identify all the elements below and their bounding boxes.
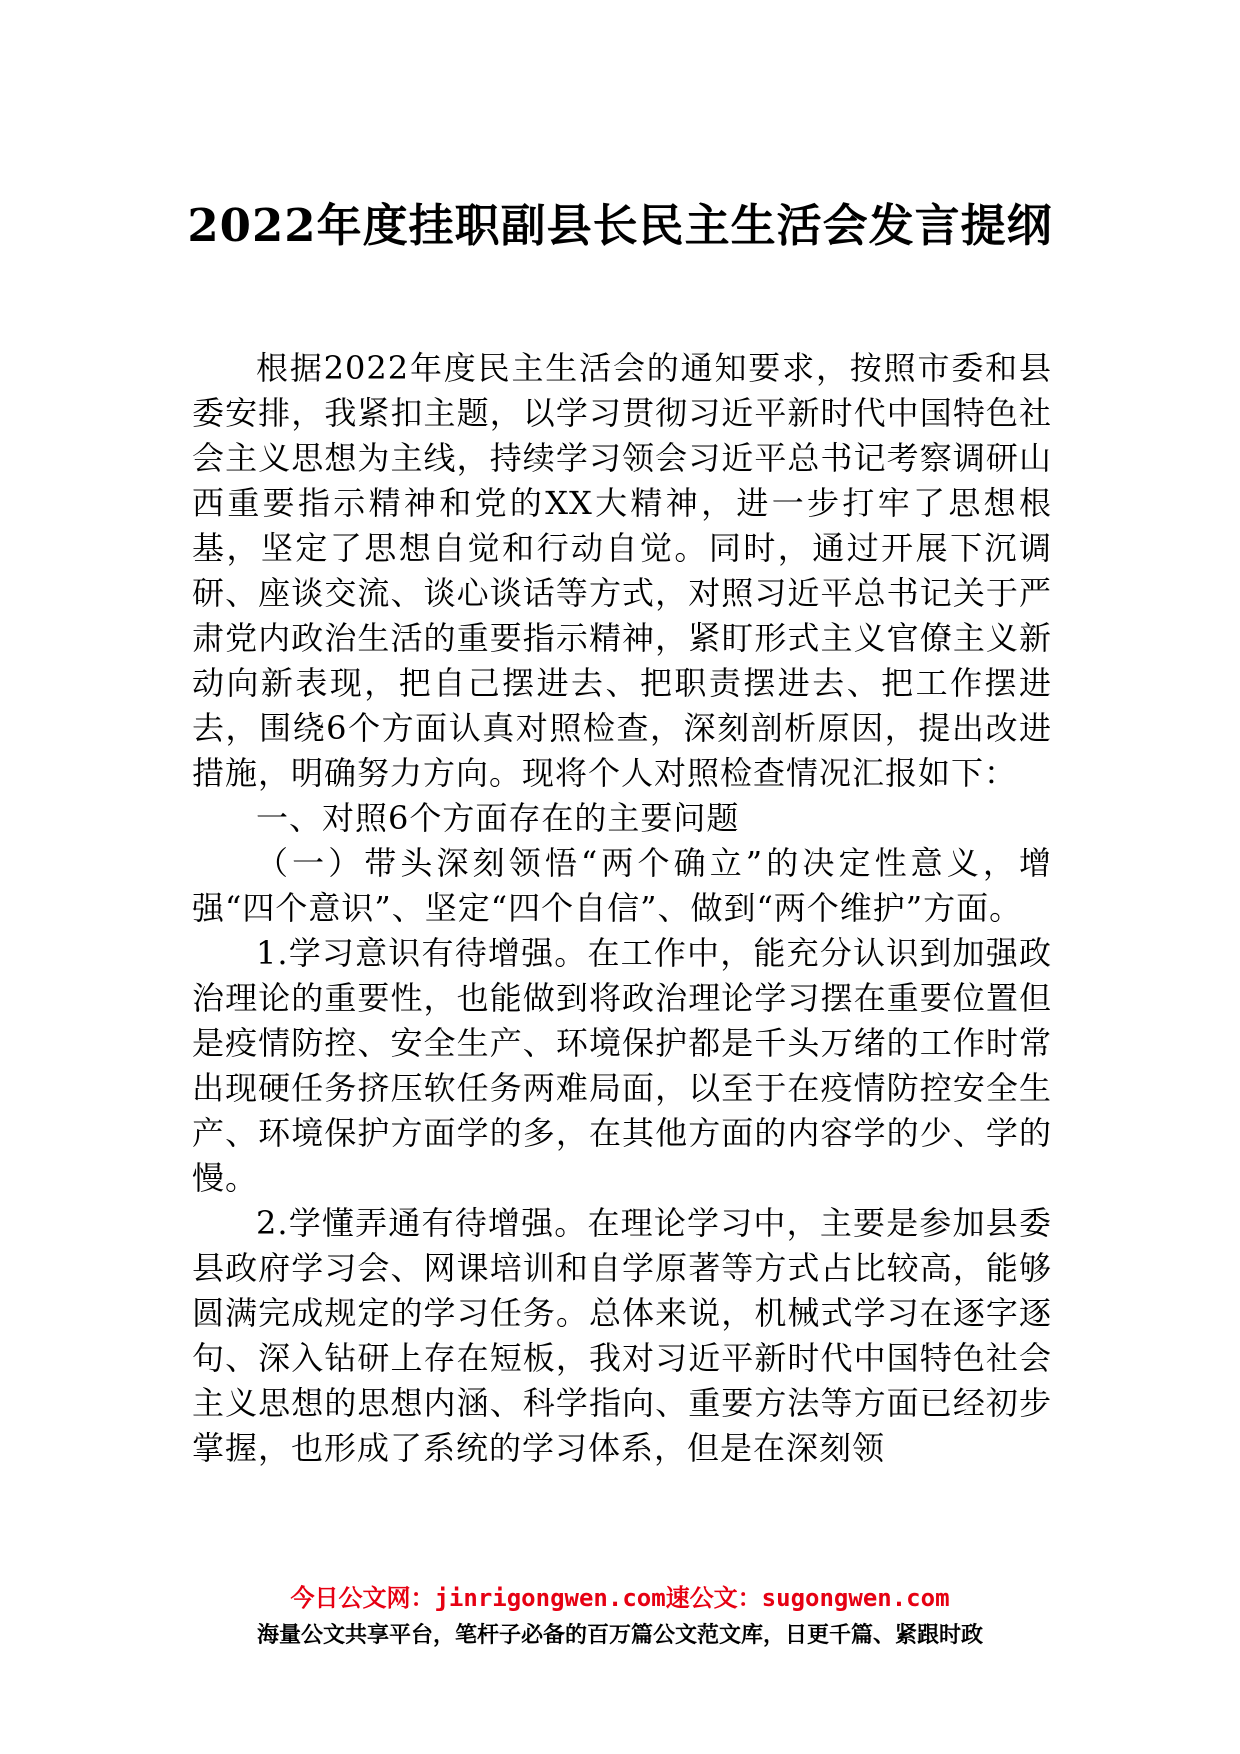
footer-banner: [0, 1580, 1240, 1656]
item-2-paragraph: 2.学懂弄通有待增强。在理论学习中，主要是参加县委县政府学习会、网课培训和自学原著等方式占比较高，能够圆满完成规定的学习任务。总体来说，机械式学习在逐字逐句、深入钻研上存在短板，我对习近平新时代中国特色社会主义思想的思想内涵、科学指向、重要方法等方面已经初步掌握，也形成了系统的学习体系，但是在深刻领: [192, 1204, 1052, 1467]
section-heading: 一、对照6个方面存在的主要问题: [256, 799, 740, 837]
site1-link[interactable]: jinrigongwen.com: [434, 1584, 666, 1612]
item-1-paragraph: 1.学习意识有待增强。在工作中，能充分认识到加强政治理论的重要性，也能做到将政治理论学习摆在重要位置但是疫情防控、安全生产、环境保护都是千头万绪的工作时常出现硬任务挤压软任务两难局面，以至于在疫情防控安全生产、环境保护方面学的多，在其他方面的内容学的少、学的慢。: [192, 934, 1052, 1197]
site2-name: 速公文：: [665, 1584, 762, 1612]
document-body: [192, 346, 1052, 1471]
document-title: 2022年度挂职副县长民主生活会发言提纲: [187, 199, 1053, 252]
site2-link[interactable]: sugongwen.com: [761, 1584, 950, 1612]
footer-slogan: 海量公文共享平台，笔杆子必备的百万篇公文范文库，日更千篇、紧跟时政: [256, 1623, 983, 1648]
subsection-heading: （一）带头深刻领悟“两个确立”的决定性意义，增强“四个意识”、坚定“四个自信”、做到“两个维护”方面。: [192, 844, 1052, 927]
intro-paragraph: 根据2022年度民主生活会的通知要求，按照市委和县委安排，我紧扣主题，以学习贯彻习近平新时代中国特色社会主义思想为主线，持续学习领会习近平总书记考察调研山西重要指示精神和党的XX大精神，进一步打牢了思想根基，坚定了思想自觉和行动自觉。同时，通过开展下沉调研、座谈交流、谈心谈话等方式，对照习近平总书记关于严肃党内政治生活的重要指示精神，紧盯形式主义官僚主义新动向新表现，把自己摆进去、把职责摆进去、把工作摆进去，围绕6个方面认真对照检查，深刻剖析原因，提出改进措施，明确努力方向。现将个人对照检查情况汇报如下：: [192, 349, 1052, 792]
footer-sites: [0, 1580, 1240, 1616]
site1-name: 今日公文网：: [290, 1584, 435, 1612]
